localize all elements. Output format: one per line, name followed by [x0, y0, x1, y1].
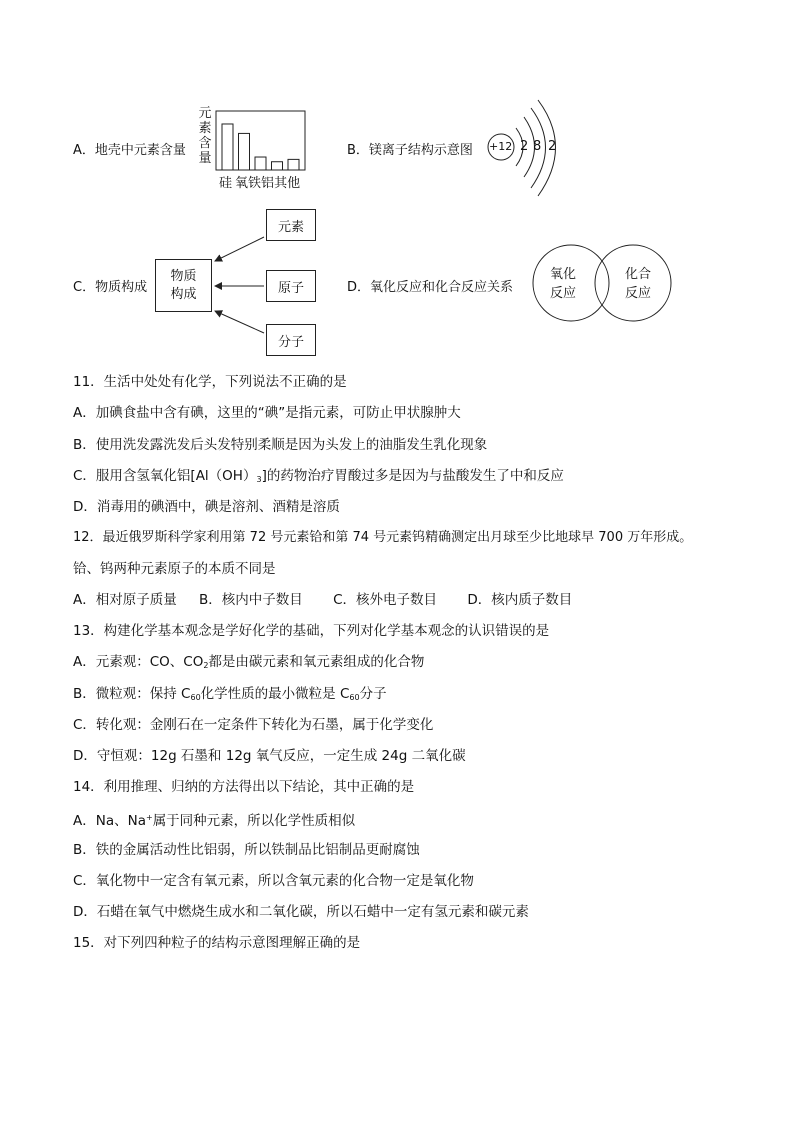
q12-stem-line1: 12．最近俄罗斯科学家利用第 72 号元素铪和第 74 号元素钨精确测定出月球至少比地球早 700 万年形成。 — [73, 530, 693, 545]
shell-count: 2 — [548, 139, 557, 154]
q11-option-b: B．使用洗发露洗发后头发特别柔顺是因为头发上的油脂发生乳化现象 — [73, 437, 488, 453]
venn-right-text — [625, 265, 651, 303]
item-box-element: 元素 — [266, 209, 316, 241]
q13-option-d: D．守恒观：12g 石墨和 12g 氧气反应，一定生成 24g 二氧化碳 — [73, 748, 466, 764]
q15-stem: 15．对下列四种粒子的结构示意图理解正确的是 — [73, 935, 361, 951]
q11-stem: 11．生活中处处有化学，下列说法不正确的是 — [73, 374, 347, 390]
item-box-atom: 原子 — [266, 270, 316, 302]
subscript: 2 — [203, 661, 209, 670]
center-line: 物质 — [170, 268, 197, 284]
category-label: 其他 — [274, 176, 301, 191]
text-part: ]的药物治疗胃酸过多是因为与盐酸发生了中和反应 — [261, 468, 564, 484]
text-part: A．Na、Na — [73, 813, 146, 829]
ylabel-char: 素 — [198, 121, 212, 136]
text-part: 都是由碳元素和氧元素组成的化合物 — [208, 654, 425, 670]
category-label: 铝 — [261, 176, 275, 191]
q14-option-d: D．石蜡在氧气中燃烧生成水和二氧化碳，所以石蜡中一定有氢元素和碳元素 — [73, 904, 529, 920]
figure-c-label: C．物质构成 — [73, 280, 148, 295]
q13-option-b — [73, 684, 387, 708]
subscript: 3 — [256, 475, 262, 484]
q11-option-c — [73, 466, 564, 490]
q12-options — [73, 590, 572, 610]
item-box-molecule: 分子 — [266, 324, 316, 356]
venn-line: 反应 — [625, 286, 652, 301]
q11-option-a: A．加碘食盐中含有碘，这里的“碘”是指元素，可防止甲状腺肿大 — [73, 405, 461, 421]
shell-count: 2 — [520, 139, 529, 154]
ylabel-char: 含 — [198, 136, 212, 151]
text-part: 属于同种元素，所以化学性质相似 — [152, 813, 356, 829]
subscript: 60 — [190, 693, 201, 702]
venn-line: 氧化 — [550, 267, 577, 282]
venn-line: 反应 — [550, 286, 577, 301]
q12-stem-line2: 铪、钨两种元素原子的本质不同是 — [73, 561, 276, 577]
nucleus-charge: +12 — [489, 140, 513, 153]
q12-option-d: D．核内质子数目 — [467, 592, 573, 608]
figure-a-label: A．地壳中元素含量 — [73, 143, 186, 158]
center-line: 构成 — [170, 286, 197, 302]
superscript: + — [145, 813, 153, 822]
shell-count: 8 — [533, 139, 542, 154]
text-part: C．服用含氢氧化铝[Al（OH） — [73, 468, 257, 484]
category-label: 铁 — [248, 176, 262, 191]
q12-option-b: B．核内中子数目 — [199, 592, 303, 608]
q14-option-c: C．氧化物中一定含有氧元素，所以含氧元素的化合物一定是氧化物 — [73, 873, 474, 889]
figure-b-label: B．镁离子结构示意图 — [347, 143, 473, 158]
text-part: 化学性质的最小微粒是 C — [200, 686, 350, 702]
q14-option-a — [73, 808, 355, 831]
ylabel-char: 元 — [198, 106, 212, 121]
q13-option-c: C．转化观：金刚石在一定条件下转化为石墨，属于化学变化 — [73, 717, 434, 733]
ylabel-char: 量 — [198, 151, 212, 166]
text-part: B．微粒观：保持 C — [73, 686, 191, 702]
text-part: A．元素观：CO、CO — [73, 654, 204, 670]
text-part: 分子 — [359, 686, 387, 702]
q13-option-a — [73, 652, 424, 676]
venn-left-text — [550, 265, 576, 303]
q14-option-b: B．铁的金属活动性比铝弱，所以铁制品比铝制品更耐腐蚀 — [73, 842, 420, 858]
q14-stem: 14．利用推理、归纳的方法得出以下结论，其中正确的是 — [73, 779, 415, 795]
venn-line: 化合 — [625, 267, 652, 282]
q12-option-c: C．核外电子数目 — [333, 592, 438, 608]
category-label: 硅 — [219, 176, 233, 191]
q11-option-d: D．消毒用的碘酒中，碘是溶剂、酒精是溶质 — [73, 499, 340, 515]
q13-stem: 13．构建化学基本观念是学好化学的基础，下列对化学基本观念的认识错误的是 — [73, 623, 550, 639]
q12-option-a: A．相对原子质量 — [73, 592, 177, 608]
category-label: 氧 — [235, 176, 249, 191]
figure-d-label: D．氧化反应和化合反应关系 — [347, 280, 514, 295]
subscript: 60 — [349, 693, 360, 702]
